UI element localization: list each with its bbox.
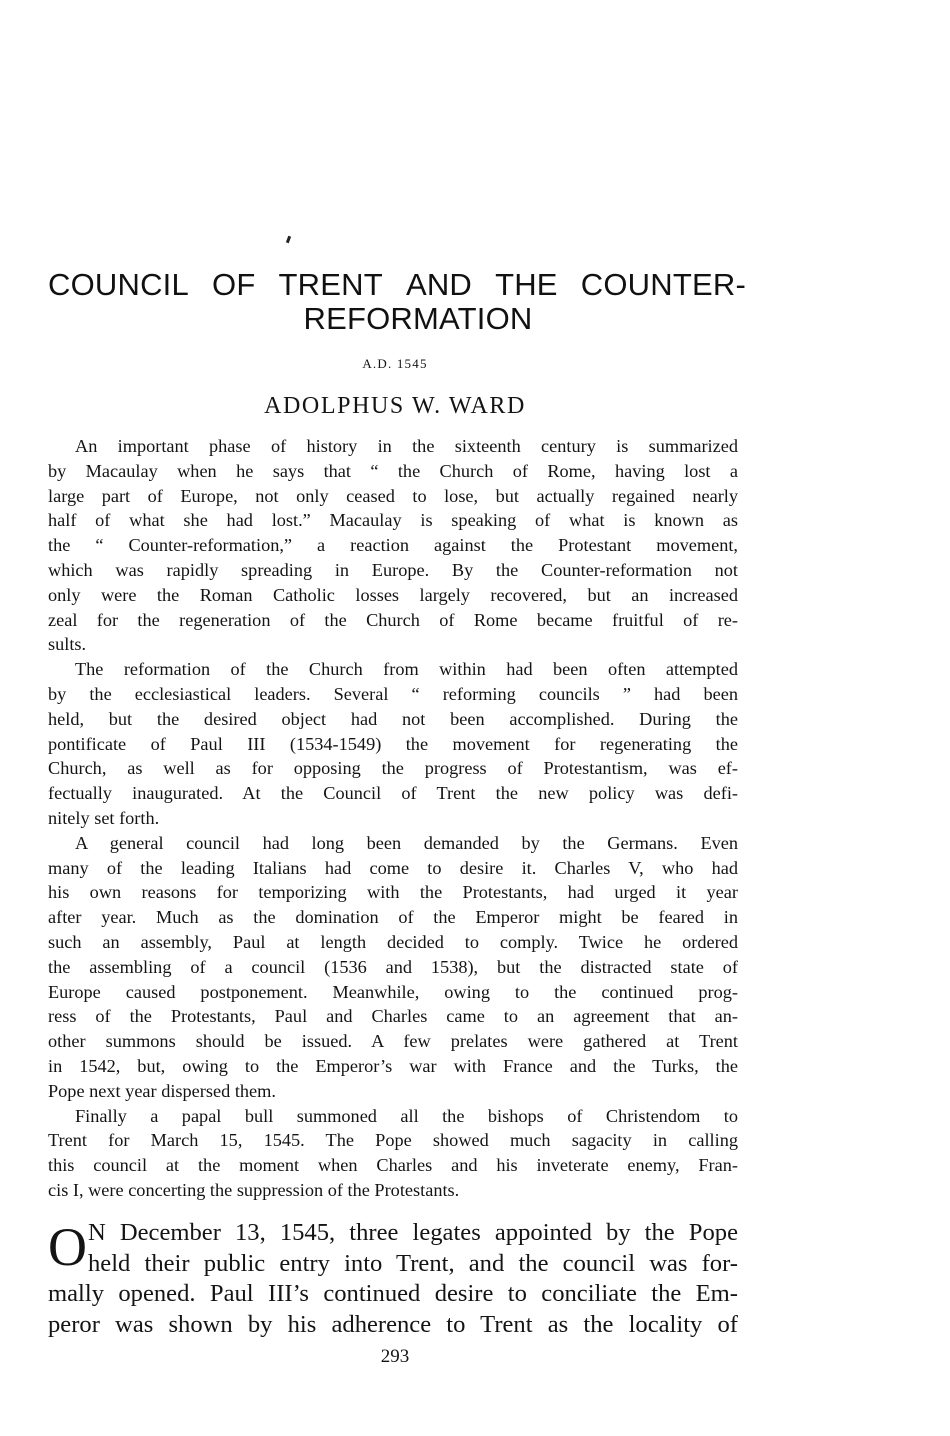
intro-paragraph — [48, 434, 738, 657]
chapter-author: ADOLPHUS W. WARD — [264, 393, 526, 419]
intro-line: sults. — [48, 634, 87, 655]
intro-line: Trent for March 15, 1545. The Pope showed much sagacity in calling — [48, 1130, 738, 1151]
intro-line: many of the leading Italians had come to desire it. Charles V, who had — [48, 857, 738, 878]
intro-line: large part of Europe, not only ceased to lose, but actually regained nearly — [48, 485, 738, 506]
body-line: held their public entry into Trent, and the council was for- — [88, 1249, 738, 1277]
body-text — [48, 1218, 738, 1341]
intro-line: cis I, were concerting the suppression of the Protestants. — [48, 1179, 460, 1200]
intro-line: after year. Much as the domination of the Emperor might be feared in — [48, 907, 738, 928]
drop-cap: O — [48, 1217, 87, 1277]
intro-paragraph — [48, 831, 738, 1104]
chapter-title — [48, 268, 746, 336]
intro-line: Church, as well as for opposing the progress of Protestantism, was ef- — [48, 758, 738, 779]
intro-line: The reformation of the Church from within had been often attempted — [75, 659, 738, 680]
intro-line: ress of the Protestants, Paul and Charles came to an agreement that an- — [48, 1006, 738, 1027]
title-word: AND — [405, 267, 472, 302]
intro-line: nitely set forth. — [48, 807, 160, 828]
intro-line: other summons should be issued. A few prelates were gathered at Trent — [48, 1031, 738, 1052]
intro-line: only were the Roman Catholic losses largely recovered, but an increased — [48, 584, 738, 605]
intro-line: this council at the moment when Charles and his inveterate enemy, Fran- — [48, 1155, 738, 1176]
intro-line: by the ecclesiastical leaders. Several “ reforming councils ” had been — [48, 683, 738, 704]
title-word: THE — [495, 267, 558, 302]
body-line: mally opened. Paul III’s continued desire to conciliate the Em- — [48, 1280, 738, 1308]
intro-paragraph — [48, 657, 738, 831]
page-number: 293 — [380, 1346, 410, 1367]
body-line: N December 13, 1545, three legates appointed by the Pope — [88, 1219, 738, 1246]
intro-line: his own reasons for temporizing with the Protestants, had urged it year — [48, 882, 738, 903]
body-line: peror was shown by his adherence to Trent as the locality of — [48, 1311, 738, 1339]
title-word: OF — [212, 267, 256, 302]
chapter-date: A.D. 1545 — [362, 356, 428, 371]
title-word: COUNTER- — [580, 267, 746, 302]
intro-summary — [48, 434, 738, 1203]
intro-line: zeal for the regeneration of the Church of Rome became fruitful of re- — [48, 609, 738, 630]
intro-line: the assembling of a council (1536 and 1538), but the distracted state of — [48, 956, 738, 977]
intro-line: Finally a papal bull summoned all the bishops of Christendom to — [75, 1105, 738, 1126]
intro-paragraph — [48, 1104, 738, 1203]
intro-line: An important phase of history in the sixteenth century is summarized — [75, 436, 738, 456]
intro-line: pontificate of Paul III (1534-1549) the movement for regenerating the — [48, 733, 738, 754]
ink-speck — [286, 236, 291, 244]
title-word: TRENT — [278, 267, 383, 302]
intro-line: which was rapidly spreading in Europe. By the Counter-reformation not — [48, 559, 738, 580]
intro-line: half of what she had lost.” Macaulay is speaking of what is known as — [48, 510, 738, 531]
intro-line: A general council had long been demanded by the Germans. Even — [75, 832, 738, 853]
title-line-1 — [48, 268, 746, 302]
intro-line: held, but the desired object had not been accomplished. During the — [48, 708, 738, 729]
intro-line: Europe caused postponement. Meanwhile, owing to the continued prog- — [48, 981, 738, 1002]
intro-line: Pope next year dispersed them. — [48, 1080, 276, 1101]
title-line-2: REFORMATION — [303, 301, 533, 336]
intro-line: the “ Counter-reformation,” a reaction against the Protestant movement, — [48, 535, 738, 556]
title-word: COUNCIL — [48, 267, 189, 302]
intro-line: fectually inaugurated. At the Council of Trent the new policy was defi- — [48, 783, 738, 804]
intro-line: such an assembly, Paul at length decided to comply. Twice he ordered — [48, 931, 738, 952]
intro-line: by Macaulay when he says that “ the Church of Rome, having lost a — [48, 460, 738, 481]
intro-line: in 1542, but, owing to the Emperor’s war with France and the Turks, the — [48, 1055, 738, 1076]
